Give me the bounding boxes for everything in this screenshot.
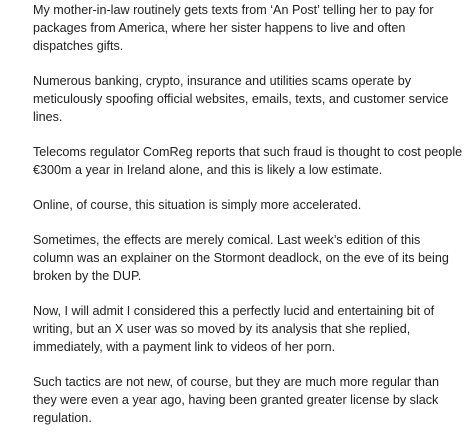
article-paragraph-2: Numerous banking, crypto, insurance and utilities scams operate by meticulously spoofing official websites, emails, texts, and customer service lines. [33,74,449,124]
article-paragraph-4: Online, of course, this situation is simply more accelerated. [33,198,362,212]
article-paragraph-5: Sometimes, the effects are merely comical. Last week’s edition of this column was an explainer on the Stormont deadlock, on the eve of its being broken by the DUP. [33,233,449,283]
article-paragraph-6: Now, I will admit I considered this a perfectly lucid and entertaining bit of writing, but an X user was so moved by its analysis that she replied, immediately, with a payment link to videos of her porn. [33,304,435,354]
article-paragraph-3: Telecoms regulator ComReg reports that such fraud is thought to cost people €300m a year in Ireland alone, and this is likely a low estimate. [33,145,463,177]
article-paragraph-7: Such tactics are not new, of course, but they are much more regular than they were even a year ago, having been granted greater license by slack regulation. [33,375,440,425]
article-paragraph-1: My mother-in-law routinely gets texts from ‘An Post’ telling her to pay for packages from America, where her sister happens to live and often dispatches gifts. [33,3,434,53]
